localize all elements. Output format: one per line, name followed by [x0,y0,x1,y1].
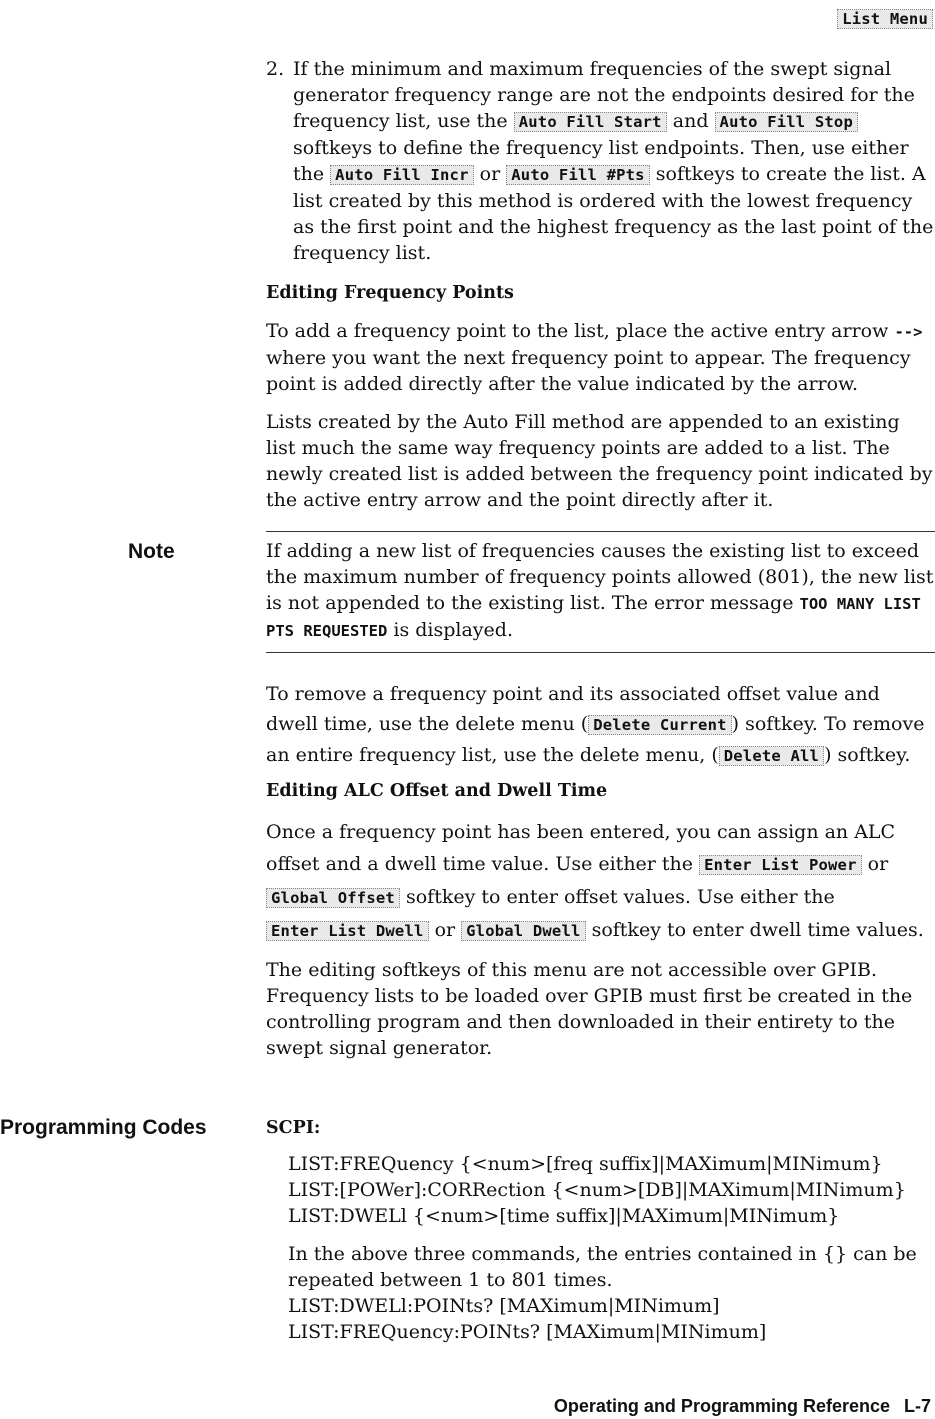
text-run: If adding a new list of frequencies causes the existing list to exceed the maximum number of frequency points allowed (801), the new list is not appended to the existing list. The error message [266,540,934,614]
note-top-rule [266,531,935,532]
text-run: ) softkey. [824,744,911,766]
softkey-global-offset: Global Offset [266,888,400,908]
text-run: where you want the next frequency point to appear. The frequency point is added directly after the value indicated by the arrow. [266,347,911,395]
scpi-command: LIST:FREQuency:POINts? [MAXimum|MINimum] [288,1321,767,1343]
paragraph-gpib-note: The editing softkeys of this menu are not accessible over GPIB. Frequency lists to be loaded over GPIB must first be created in the controlling program and then downloaded in their entirety to the swept signal generator. [266,959,913,1059]
subheading-editing-frequency-points: Editing Frequency Points [266,283,514,303]
paragraph-auto-fill-append: Lists created by the Auto Fill method are appended to an existing list much the same way frequency points are added to a list. The newly created list is added between the frequency point indicated by the active entry arrow and the point directly after it. [266,411,933,511]
scpi-heading: SCPI: [266,1118,321,1138]
error-message: TOO MANY LIST PTS REQUESTED [266,595,921,640]
text-run: is displayed. [393,619,513,641]
programming-codes-label: Programming Codes [0,1116,207,1139]
text-run: softkey to enter dwell time values. [591,919,924,941]
item-2-text [293,56,934,266]
text-run: softkeys to create the list. A list created by this method is ordered with the lowest frequency as the first point and the highest frequency as the last point of the frequency list. [293,163,934,264]
softkey-global-dwell: Global Dwell [461,921,585,941]
paragraph-remove [266,679,934,771]
note-label: Note [128,540,175,563]
subheading-editing-alc-offset: Editing ALC Offset and Dwell Time [266,781,608,801]
softkey-auto-fill-incr: Auto Fill Incr [330,165,473,185]
scpi-command: LIST:DWELl {<num>[time suffix]|MAXimum|MINimum} [288,1205,840,1227]
page-number: L-7 [904,1396,931,1416]
softkey-label: List Menu [837,9,933,29]
softkey-enter-list-dwell: Enter List Dwell [266,921,429,941]
note-bottom-rule [266,652,935,653]
note-text [266,538,934,644]
scpi-command: LIST:[POWer]:CORRection {<num>[DB]|MAXimum|MINimum} [288,1179,906,1201]
text-run: and [672,110,709,132]
scpi-heading-wrap [266,1115,934,1141]
page-footer [554,1393,931,1419]
text-run: or [434,919,456,941]
text-run: ) softkey. To remove an entire frequency list, use the delete menu, ( [266,713,925,766]
softkey-delete-all: Delete All [719,746,824,766]
softkey-auto-fill-stop: Auto Fill Stop [715,112,858,132]
section-editing-alc-offset [266,778,934,1061]
text-run: or [867,853,889,875]
text-run: softkey to enter offset values. Use either the [405,886,835,908]
scpi-command-list [288,1151,934,1345]
softkey-enter-list-power: Enter List Power [699,855,862,875]
softkey-auto-fill-pts: Auto Fill #Pts [506,165,649,185]
text-run: To add a frequency point to the list, place the active entry arrow [266,320,889,342]
active-entry-arrow: --> [894,323,923,341]
scpi-command: LIST:DWELl:POINts? [MAXimum|MINimum] [288,1295,720,1317]
text-run: To remove a frequency point and its associated offset value and dwell time, use the delete menu ( [266,683,880,735]
softkey-auto-fill-start: Auto Fill Start [514,112,667,132]
header-softkey-list-menu [837,5,933,32]
paragraph-alc-offset [266,816,934,947]
text-run: or [479,163,501,185]
section-editing-frequency-points [266,280,934,513]
note-box [266,538,934,644]
numbered-item-2 [266,56,934,266]
paragraph-add-point [266,318,934,397]
item-number: 2. [266,58,285,80]
footer-title: Operating and Programming Reference [553,1396,890,1416]
text-run: softkeys to define the frequency list endpoints. Then, use either the [293,137,909,185]
repeat-note: In the above three commands, the entries contained in {} can be repeated between 1 to 801 times. [288,1243,917,1291]
section-remove-point [266,679,934,771]
text-run: Once a frequency point has been entered, you can assign an ALC offset and a dwell time value. Use either the [266,821,896,875]
softkey-delete-current: Delete Current [588,715,731,735]
scpi-command: LIST:FREQuency {<num>[freq suffix]|MAXimum|MINimum} [288,1153,883,1175]
text-run: If the minimum and maximum frequencies of the swept signal generator frequency range are not the endpoints desired for the frequency list, use the [293,58,915,132]
